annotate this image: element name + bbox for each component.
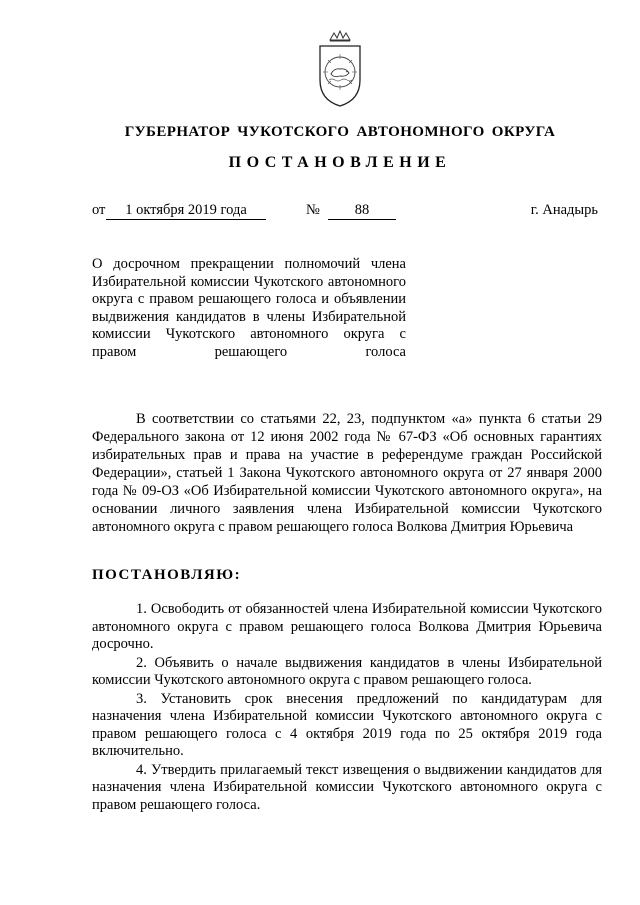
resolution-item-1: 1. Освободить от обязанностей члена Избирательной комиссии Чукотского автономного округа с правом решающего голоса Волкова Дмитрия Юрьевича досрочно. [92, 601, 602, 652]
chukotka-coat-of-arms-icon [312, 30, 368, 108]
document-type-title: ПОСТАНОВЛЕНИЕ [228, 154, 452, 171]
document-subject: О досрочном прекращении полномочий члена Избирательной комиссии Чукотского автономного округа с правом решающего голоса и объявлении выдвижения кандидатов в члены Избирательной комиссии Чукотского автономного округа с правом решающего голоса [92, 256, 406, 360]
resolution-item-3: 3. Установить срок внесения предложений по кандидатурам для назначения члена Избирательной комиссии Чукотского автономного округа с правом решающего голоса с 4 октября 2019 года по 25 октября 2019 года включительно. [92, 690, 602, 759]
resolution-item-2: 2. Объявить о начале выдвижения кандидатов в члены Избирательной комиссии Чукотского автономного округа с правом решающего голоса. [92, 654, 602, 688]
document-meta-row [92, 202, 598, 222]
resolution-item-4: 4. Утвердить прилагаемый текст извещения о выдвижении кандидатов для назначения члена Избирательной комиссии Чукотского автономного округа с правом решающего голоса. [92, 761, 602, 813]
document-number: 88 [328, 202, 396, 220]
date-prefix-label: от [92, 202, 106, 218]
number-sign-label: № [306, 202, 320, 218]
resolve-heading: ПОСТАНОВЛЯЮ: [92, 567, 242, 583]
resolution-items [92, 601, 602, 815]
document-city: г. Анадырь [530, 202, 598, 218]
governor-title: ГУБЕРНАТОР ЧУКОТСКОГО АВТОНОМНОГО ОКРУГА [124, 124, 556, 140]
preamble-paragraph: В соответствии со статьями 22, 23, подпунктом «а» пункта 6 статьи 29 Федерального закона от 12 июня 2002 года № 67-ФЗ «Об основных гарантиях избирательных прав и права на участие в референдуме граждан Российской Федерации», статьей 1 Закона Чукотского автономного округа от 27 января 2000 года № 09-ОЗ «Об Избирательной комиссии Чукотского автономного округа», на основании личного заявления члена Избирательной комиссии Чукотского автономного округа с правом решающего голоса Волкова Дмитрия Юрьевича [92, 411, 602, 535]
document-date: 1 октября 2019 года [106, 202, 266, 220]
